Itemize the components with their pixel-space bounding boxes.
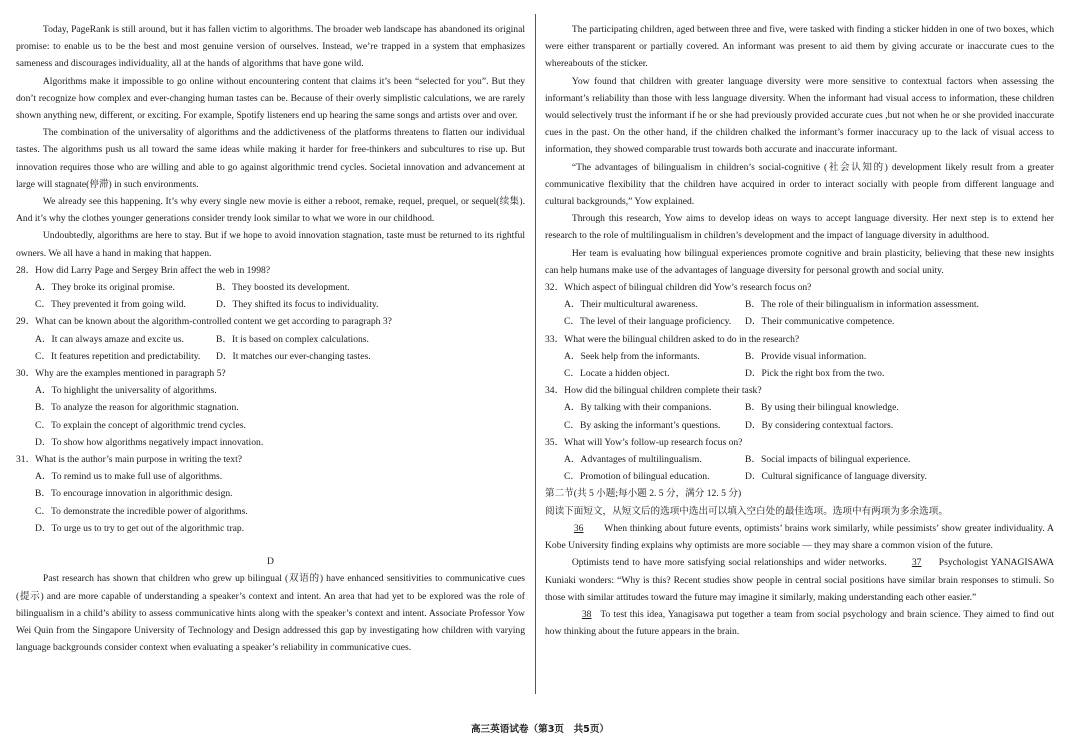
question-stem: 35．What will Yow’s follow-up research focus on? [545, 436, 743, 448]
answer-option[interactable]: D．They shifted its focus to individuality. [216, 299, 379, 311]
option-row [16, 382, 525, 399]
question-stem: 33．What were the bilingual children asked to do in the research? [545, 333, 800, 345]
answer-option[interactable]: B．To analyze the reason for algorithmic stagnation. [35, 402, 239, 414]
page-footer: 高三英语试卷（第3页 共5页） [470, 724, 610, 735]
answer-option[interactable]: C．Promotion of bilingual education. [564, 471, 710, 483]
answer-option[interactable]: C．It features repetition and predictability. [35, 350, 201, 362]
question-stem: 32．Which aspect of bilingual children did Yow’s research focus on? [545, 282, 812, 294]
answer-option[interactable]: C．The level of their language proficiency. [564, 316, 732, 328]
answer-option[interactable]: B．Provide visual information. [745, 350, 867, 362]
cloze-blank-38[interactable]: 38 [581, 608, 592, 620]
answer-option[interactable]: A．By talking with their companions. [564, 402, 712, 414]
option-row [545, 348, 1054, 365]
answer-option[interactable]: D．Pick the right box from the two. [745, 368, 885, 380]
option-row [16, 296, 525, 313]
answer-option[interactable]: A．It can always amaze and excite us. [35, 333, 184, 345]
answer-option[interactable]: B．The role of their bilingualism in information assessment. [745, 299, 979, 311]
section-d-heading: D [267, 556, 274, 568]
question [16, 451, 525, 537]
option-row [16, 399, 525, 416]
option-row [16, 434, 525, 451]
question-stem: 31．What is the author’s main purpose in writing the text? [16, 454, 243, 466]
answer-option[interactable]: D．It matches our ever-changing tastes. [216, 350, 371, 362]
paragraph: Algorithms make it impossible to go online without encountering content that claims it’s been “selected for you”. But they don’t recognize how complex and ever-changing human tastes can be. Because of their overly simplistic calculations, we are rarely shown anything new, different, or exciting. For example, Spotify listeners end up hearing the same songs and artists over and over. [16, 75, 525, 122]
answer-option[interactable]: B．By using their bilingual knowledge. [745, 402, 899, 414]
cloze-text-before: Optimists tend to have more satisfying social relationships and wider networks. [571, 557, 890, 569]
answer-option[interactable]: A．To highlight the universality of algorithms. [35, 385, 217, 397]
question-stem: 28．How did Larry Page and Sergey Brin affect the web in 1998? [16, 264, 271, 276]
answer-option[interactable]: B．It is based on complex calculations. [216, 333, 369, 345]
answer-option[interactable]: C．By asking the informant’s questions. [564, 419, 721, 431]
cloze-passage [545, 520, 1054, 640]
cloze-paragraph [545, 554, 1054, 606]
cloze-text: When thinking about future events, optimists’ brains work similarly, while pessimists’ show greater individuality. A Kobe University finding explains why optimists are more sociable — they may share a common vision of the future. [545, 522, 1054, 552]
option-row [545, 468, 1054, 485]
option-row [545, 313, 1054, 330]
option-row [16, 485, 525, 502]
paragraph: We already see this happening. It’s why every single new movie is either a reboot, remake, requel, prequel, or sequel(续集). And it’s why the clothes younger generations consider trendy look similar to what we wore in our childhood. [16, 196, 525, 225]
question [545, 279, 1054, 331]
question-stem: 29．What can be known about the algorithm-controlled content we get according to paragraph 3? [16, 316, 392, 328]
paragraph: Through this research, Yow aims to develop ideas on ways to accept language diversity. Her next step is to extend her research to the role of multilingualism in children’s development and the impact of language diversity in adulthood. [545, 213, 1054, 242]
answer-option[interactable]: D．Cultural significance of language diversity. [745, 471, 927, 483]
cloze-text: To test this idea, Yanagisawa put together a team from social psychology and brain science. They aimed to find out how thinking about the future appears in the brain. [545, 608, 1054, 638]
answer-option[interactable]: A．They broke its original promise. [35, 282, 175, 294]
cloze-paragraph [545, 520, 1054, 554]
option-row [16, 520, 525, 537]
paragraph: Her team is evaluating how bilingual experiences promote cognitive and brain plasticity, believing that these new insights can help humans make use of the advantages of language diversity for personal growth and social unity. [545, 247, 1054, 276]
cloze-blank-37[interactable]: 37 [911, 557, 922, 569]
option-row [545, 365, 1054, 382]
question [16, 313, 525, 365]
question [16, 365, 525, 451]
answer-option[interactable]: B．To encourage innovation in algorithmic design. [35, 488, 233, 500]
question [545, 331, 1054, 383]
answer-option[interactable]: D．To show how algorithms negatively impact innovation. [35, 436, 264, 448]
paragraph: “The advantages of bilingualism in children’s social-cognitive (社会认知的) development likely result from a greater communicative flexibility that the children have acquired in order to interact socially with people from different language and cultural backgrounds,” Yow explained. [545, 161, 1054, 208]
left-column [16, 21, 525, 656]
paragraph: Yow found that children with greater language diversity were more sensitive to contextual factors when assessing the informant’s reliability than those with less language diversity. When the informant had visual access to information, these children would selectively trust the informant if he or she had previously provided accurate cues ,but not when he or she provided inaccurate cues in the past. On the other hand, if the children chalked the informant’s former inaccuracy up to the lack of visual access to information, they showed comparable trust towards both accurate and inaccurate informant. [545, 75, 1054, 156]
option-row [16, 503, 525, 520]
question-stem: 30．Why are the examples mentioned in paragraph 5? [16, 368, 226, 380]
question [16, 262, 525, 314]
questions-32-35 [545, 279, 1054, 485]
questions-28-31 [16, 262, 525, 537]
option-row [545, 399, 1054, 416]
answer-option[interactable]: B．They boosted its development. [216, 282, 350, 294]
answer-option[interactable]: A．Seek help from the informants. [564, 350, 700, 362]
option-row [16, 468, 525, 485]
answer-option[interactable]: D．To urge us to try to get out of the algorithmic trap. [35, 522, 245, 534]
paragraph: Undoubtedly, algorithms are here to stay. But if we hope to avoid innovation stagnation, taste must be returned to its rightful owners. We all have a hand in making that happen. [16, 230, 525, 259]
passage-c-end [16, 21, 525, 262]
cloze-blank-36[interactable]: 36 [573, 522, 584, 534]
question-stem: 34．How did the bilingual children complete their task? [545, 385, 762, 397]
question [545, 434, 1054, 486]
section2-instructions: 阅读下面短文，从短文后的选项中选出可以填入空白处的最佳选项。选项中有两项为多余选项。 [545, 505, 948, 517]
answer-option[interactable]: C．To demonstrate the incredible power of algorithms. [35, 505, 248, 517]
answer-option[interactable]: A．Their multicultural awareness. [564, 299, 698, 311]
question [545, 382, 1054, 434]
paragraph: Today, PageRank is still around, but it has fallen victim to algorithms. The broader web landscape has abandoned its original promise: to enable us to be the best and most genuine version of ourselves. Instead, we’re trapped in a system that emphasizes sameness and discourages individuality, all at the hands of algorithms that have gone wild. [16, 24, 525, 70]
section2-title: 第二节(共 5 小题;每小题 2. 5 分，满分 12. 5 分) [545, 488, 742, 500]
option-row [16, 279, 525, 296]
column-divider [535, 14, 536, 694]
answer-option[interactable]: A．To remind us to make full use of algorithms. [35, 471, 223, 483]
option-row [545, 417, 1054, 434]
paragraph: The participating children, aged between three and five, were tasked with finding a sticker hidden in one of two boxes, which were either transparent or partially covered. An informant was present to aid them by giving accurate or inaccurate cues to the whereabouts of the sticker. [545, 24, 1054, 70]
option-row [16, 331, 525, 348]
option-row [16, 348, 525, 365]
right-column [545, 21, 1054, 640]
option-row [16, 417, 525, 434]
paragraph: The combination of the universality of algorithms and the addictiveness of the platforms threatens to flatten our individual tastes. The algorithms push us all toward the same ideas while making it harder for free-thinkers and subcultures to rise up. But innovation requires those who are willing and able to go against algorithmic trend cycles. Societal innovation and advancement at large will stagnate(停滞) in such environments. [16, 127, 525, 190]
cloze-paragraph [545, 606, 1054, 640]
answer-option[interactable]: B．Social impacts of bilingual experience. [745, 454, 911, 466]
passage-d-continued [545, 21, 1054, 279]
answer-option[interactable]: C．They prevented it from going wild. [35, 299, 186, 311]
answer-option[interactable]: A．Advantages of multilingualism. [564, 454, 702, 466]
option-row [545, 451, 1054, 468]
answer-option[interactable]: D．By considering contextual factors. [745, 419, 894, 431]
answer-option[interactable]: C．Locate a hidden object. [564, 368, 670, 380]
answer-option[interactable]: D．Their communicative competence. [745, 316, 895, 328]
answer-option[interactable]: C．To explain the concept of algorithmic trend cycles. [35, 419, 246, 431]
option-row [545, 296, 1054, 313]
section-d-paragraph: Past research has shown that children who grew up bilingual (双语的) have enhanced sensitivities to communicative cues (提示) and are more capable of understanding a speaker’s context and intent. An area that had yet to be explored was the role of bilingualism in a child’s ability to assess communicative hints along with the speaker’s context and intent. Associate Professor Yow Wei Quin from the Singapore University of Technology and Design addressed this gap by investigating how children with varying language backgrounds consider context when evaluating a speaker’s reliability in communicative cues. [16, 573, 525, 654]
cloze-text: Psychologist YANAGISAWA Kuniaki wonders: “Why is this? Recent studies show people in central social positions have similar brain responses to stimuli. So those with similar attitudes toward the future may imagine it similarly, making understanding each other easier.” [545, 557, 1054, 603]
